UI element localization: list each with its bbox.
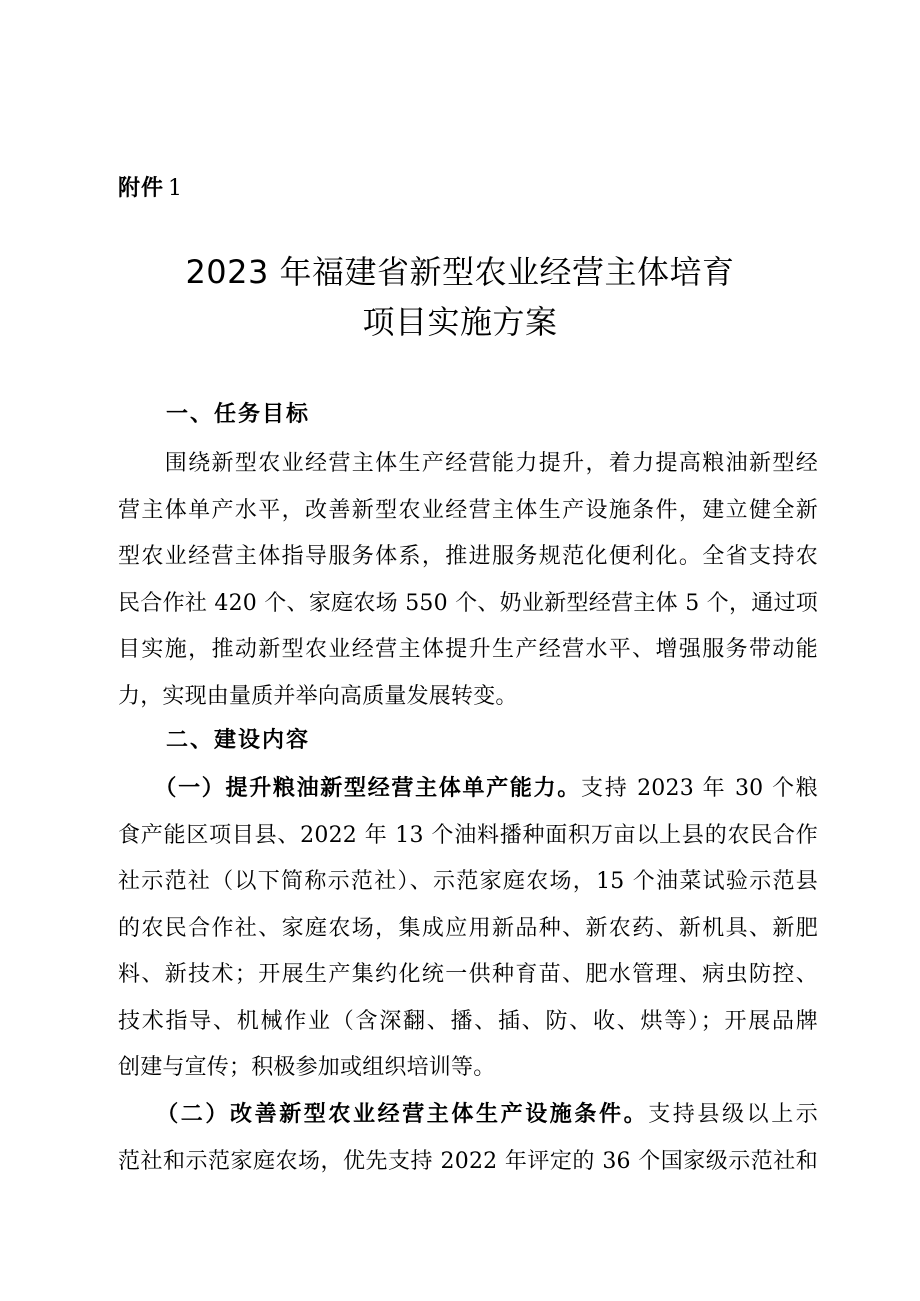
document-title-line-2: 项目实施方案 [362,303,558,341]
paragraph-line: 技术指导、机械作业（含深翻、播、插、防、收、烘等）；开展品牌 [118,1008,818,1034]
section-1-heading: 一、任务目标 [166,402,311,427]
item-1-line-1-rest: 支持 2023 年 30 个粮 [581,776,818,801]
section-2-item-2-paragraph [118,1092,818,1185]
paragraph-line [118,766,818,813]
document-title-line-1: 2023 年福建省新型农业经营主体培育 [185,253,735,291]
paragraph-line: 型农业经营主体指导服务体系，推进服务规范化便利化。全省支持农 [118,544,818,569]
paragraph-line: 目实施，推动新型农业经营主体提升生产经营水平、增强服务带动能 [118,637,818,662]
attachment-label [118,171,183,202]
section-2-heading: 二、建设内容 [166,728,311,753]
paragraph-line: 的农民合作社、家庭农场，集成应用新品种、新农药、新机具、新肥 [118,915,818,941]
paragraph-line: 营主体单产水平，改善新型农业经营主体生产设施条件，建立健全新 [118,497,818,523]
paragraph-line: 范社和示范家庭农场，优先支持 2022 年评定的 36 个国家级示范社和 [118,1148,818,1174]
section-2-item-1-paragraph [118,766,818,1092]
paragraph-line: 力，实现由量质并举向高质量发展转变。 [118,683,518,709]
section-1-paragraph [118,441,818,720]
item-2-lead: （二）改善新型农业经营主体生产设施条件。 [118,1102,649,1127]
attachment-text: 附件 [118,176,165,201]
paragraph-line: 民合作社 420 个、家庭农场 550 个、奶业新型经营主体 5 个，通过项 [118,590,818,616]
item-2-line-1-rest: 支持县级以上示 [648,1102,818,1127]
paragraph-line: 食产能区项目县、2022 年 13 个油料播种面积万亩以上县的农民合作 [118,822,818,848]
paragraph-line: 围绕新型农业经营主体生产经营能力提升，着力提高粮油新型经 [118,451,818,476]
paragraph-line: 创建与宣传；积极参加或组织培训等。 [118,1055,496,1080]
attachment-number: 1 [168,176,184,201]
paragraph-line: 料、新技术；开展生产集约化统一供种育苗、肥水管理、病虫防控、 [118,962,818,987]
paragraph-line [118,1092,818,1139]
item-1-lead: （一）提升粮油新型经营主体单产能力。 [118,776,582,801]
paragraph-line: 社示范社（以下简称示范社）、示范家庭农场，15 个油菜试验示范县 [118,869,818,894]
